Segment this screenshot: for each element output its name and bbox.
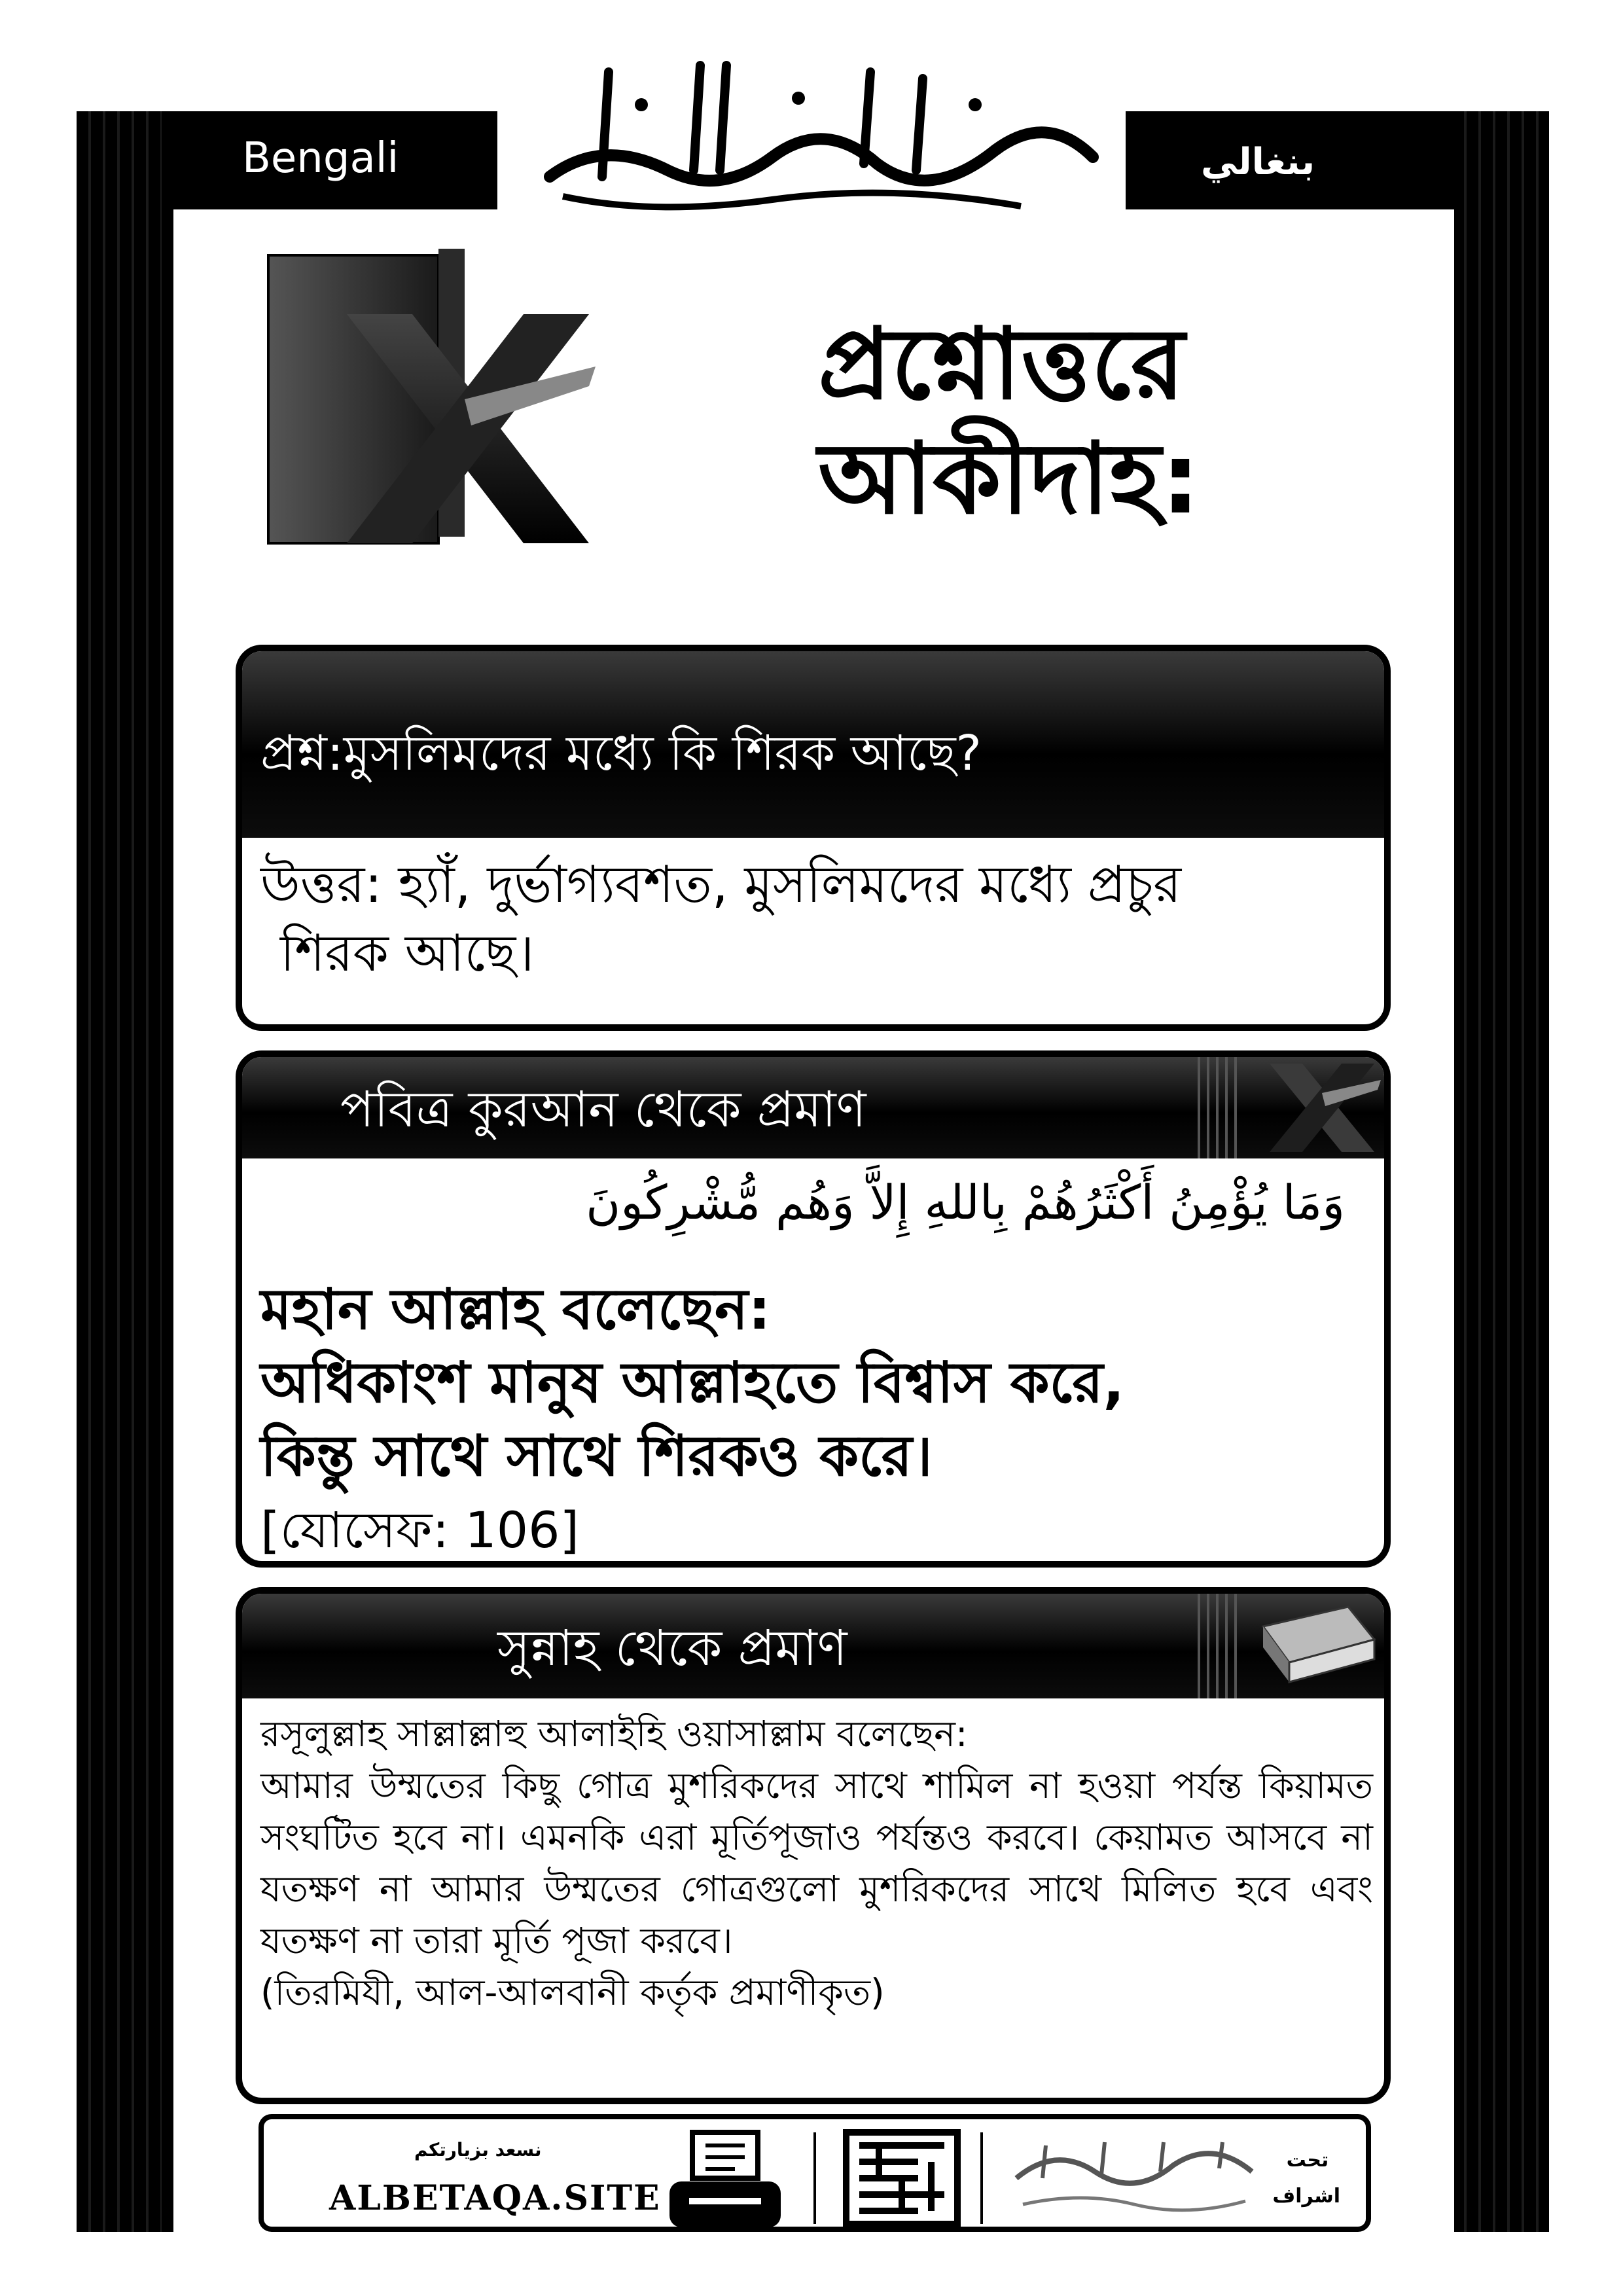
question-text: প্রশ্ন:মুসলিমদের মধ্যে কি শিরক আছে? (260, 725, 982, 781)
quran-line-1: মহান আল্লাহ বলেছেন: (260, 1277, 771, 1342)
sunnah-header (242, 1594, 1384, 1698)
answer-line-1: উত্তর: হ্যাঁ, দুর্ভাগ্যবশত, মুসলিমদের মধ্যে প্রচুর (260, 855, 1182, 914)
footer-divider (813, 2132, 816, 2224)
sunnah-source: (তিরমিযী, আল-আলবানী কর্তৃক প্রমাণীকৃত) (260, 1971, 885, 2013)
sunnah-body: আমার উম্মতের কিছু গোত্র মুশরিকদের সাথে শামিল না হওয়া পর্যন্ত কিয়ামত সংঘটিত হবে না। এমনকি এরা মূর্তিপূজাও পর্যন্তও করবে। কেয়ামত আসবে না যতক্ষণ না আমার উম্মতের গোত্রগুলো মুশরিকদের সাথে মিলিত হবে এবং যতক্ষণ না তারা মূর্তি পূজা করবে। (260, 1765, 1373, 1962)
footer-banner (259, 2114, 1371, 2232)
supervision-line-2: اشراف (1272, 2185, 1340, 2208)
basmala-calligraphy (524, 46, 1113, 216)
answer-line-2: শিরক আছে। (280, 924, 535, 983)
dawah-logo (840, 2126, 964, 2231)
visit-text: نسعد بزيارتكم (414, 2139, 542, 2161)
quran-proof-card (236, 1050, 1391, 1568)
quran-heading: পবিত্র কুরআন থেকে প্রমাণ (340, 1080, 866, 1138)
printer-icon (663, 2126, 787, 2231)
answer-text (260, 851, 1366, 988)
quran-line-3: কিন্তু সাথে সাথে শিরকও করে। (260, 1424, 933, 1489)
quran-arabic-verse: وَمَا يُؤْمِنُ أَكْثَرُهُمْ بِاللهِ إِلاَّ وَهُم مُّشْرِكُونَ (586, 1175, 1345, 1230)
sunnah-proof-card (236, 1587, 1391, 2104)
book-stand-small-icon (1243, 1057, 1387, 1158)
frame-right-border (1464, 111, 1549, 2232)
supervision-label (1272, 2142, 1340, 2214)
title-line-2: আকীদাহ: (818, 422, 1200, 536)
frame-left-border (77, 111, 162, 2232)
question-card (236, 645, 1391, 1031)
quran-line-2: অধিকাংশ মানুষ আল্লাহতে বিশ্বাস করে, (260, 1350, 1125, 1416)
supervision-line-1: تحت (1286, 2149, 1329, 2172)
title-line-1: প্রশ্নোত্তরে (818, 308, 1185, 422)
language-label-english: Bengali (242, 134, 399, 183)
sunnah-heading: সুন্নাহ থেকে প্রমাণ (497, 1619, 847, 1677)
book-stand-icon (249, 236, 615, 589)
footer-divider (980, 2132, 983, 2224)
association-logo (1003, 2132, 1265, 2224)
quran-header (242, 1057, 1384, 1158)
site-link[interactable]: ALBETAQA.SITE (329, 2178, 661, 2218)
sunnah-text (260, 1708, 1373, 2018)
question-header (242, 651, 1384, 838)
quran-translation (260, 1273, 1373, 1493)
page-title (818, 308, 1289, 537)
header-stripes (1198, 1057, 1237, 1158)
header-stripes (1198, 1594, 1237, 1698)
language-label-arabic: بنغالي (1201, 141, 1315, 183)
quran-reference: [যোসেফ: 106] (260, 1501, 580, 1559)
sunnah-intro: রসূলুল্লাহ সাল্লাল্লাহু আলাইহি ওয়াসাল্লাম বলেছেন: (260, 1713, 968, 1755)
book-icon (1243, 1600, 1387, 1692)
